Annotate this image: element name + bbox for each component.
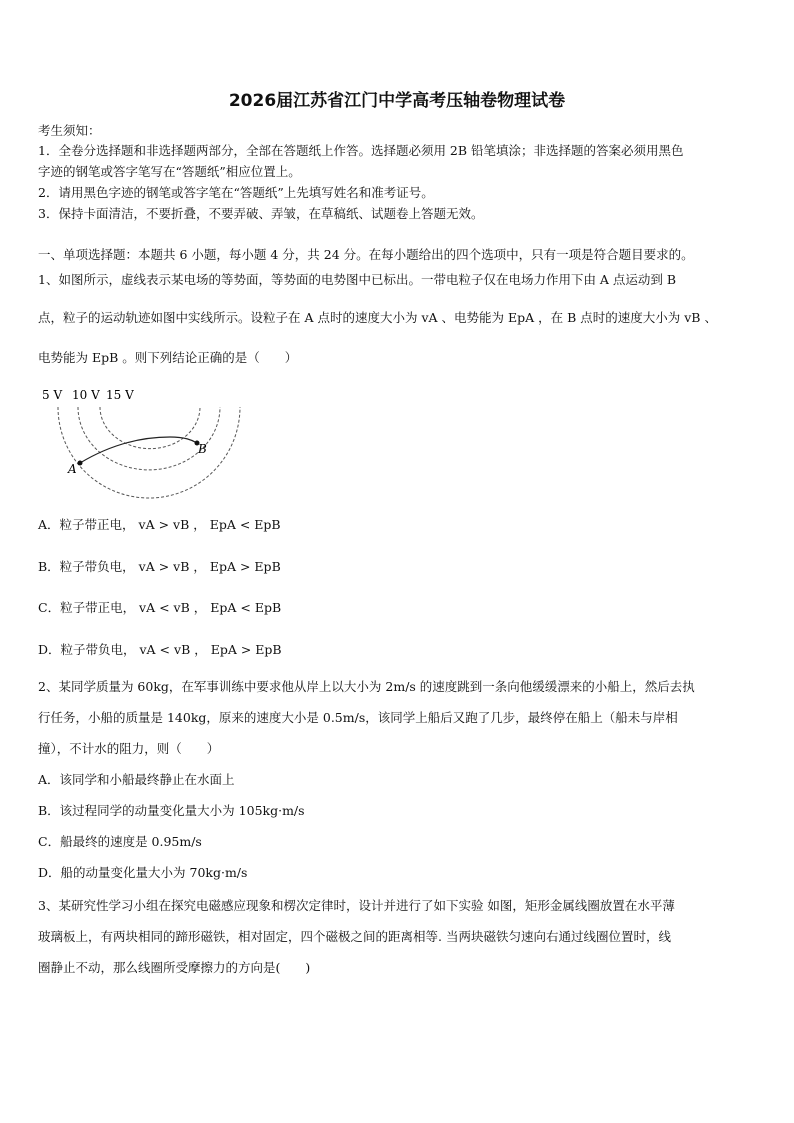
q1-option-d: D．粒子带负电， vA < vB ， EpA > EpB: [38, 642, 282, 657]
q2-option-d: D．船的动量变化量大小为 70kg·m/s: [38, 865, 248, 880]
point-b-label: B: [198, 442, 207, 456]
equipotential-figure: [40, 385, 250, 500]
equipotential-15v: [100, 407, 200, 449]
q1-option-a: A．粒子带正电， vA > vB ， EpA < EpB: [38, 517, 281, 532]
notice-item: 1．全卷分选择题和非选择题两部分，全部在答题纸上作答。选择题必须用 2B 铅笔填涂；非选择题的答案必须用黑色: [38, 143, 684, 158]
q3-text: 圈静止不动，那么线圈所受摩擦力的方向是( ): [38, 960, 311, 975]
q2-option-a: A．该同学和小船最终静止在水面上: [38, 772, 235, 787]
q1-text: 点，粒子的运动轨迹如图中实线所示。设粒子在 A 点时的速度大小为 vA 、电势能为 EpA ，在 B 点时的速度大小为 vB 、: [38, 310, 717, 325]
notice-item: 3．保持卡面清洁，不要折叠，不要弄破、弄皱，在草稿纸、试题卷上答题无效。: [38, 206, 484, 221]
q2-text: 2、某同学质量为 60kg，在军事训练中要求他从岸上以大小为 2m/s 的速度跳到一条向他缓缓漂来的小船上，然后去执: [38, 679, 695, 694]
potential-label-5v: 5 V: [42, 388, 63, 402]
notice-heading: 考生须知：: [38, 123, 101, 138]
potential-label-15v: 15 V: [106, 388, 134, 402]
q1-option-c: C．粒子带正电， vA < vB ， EpA < EpB: [38, 600, 282, 615]
q3-text: 3、某研究性学习小组在探究电磁感应现象和楞次定律时，设计并进行了如下实验 如图，矩形金属线圈放置在水平薄: [38, 898, 675, 913]
q2-option-b: B．该过程同学的动量变化量大小为 105kg·m/s: [38, 803, 305, 818]
q2-option-c: C．船最终的速度是 0.95m/s: [38, 834, 202, 849]
potential-label-10v: 10 V: [72, 388, 100, 402]
notice-item: 字迹的钢笔或答字笔写在“答题纸”相应位置上。: [38, 164, 301, 179]
q3-text: 玻璃板上，有两块相同的蹄形磁铁，相对固定，四个磁极之间的距离相等. 当两块磁铁匀速向右通过线圈位置时，线: [38, 929, 671, 944]
notice-item: 2．请用黑色字迹的钢笔或答字笔在“答题纸”上先填写姓名和准考证号。: [38, 185, 434, 200]
equipotential-5v: [58, 407, 240, 498]
section-heading: 一、单项选择题：本题共 6 小题，每小题 4 分，共 24 分。在每小题给出的四个选项中，只有一项是符合题目要求的。: [38, 247, 694, 262]
point-a: [78, 461, 83, 466]
q1-text: 电势能为 EpB 。则下列结论正确的是（ ）: [38, 350, 298, 365]
q2-text: 行任务，小船的质量是 140kg，原来的速度大小是 0.5m/s，该同学上船后又跑了几步，最终停在船上（船未与岸相: [38, 710, 678, 725]
point-a-label: A: [68, 462, 77, 476]
q1-option-b: B．粒子带负电， vA > vB ， EpA > EpB: [38, 559, 281, 574]
q2-text: 撞），不计水的阻力，则（ ）: [38, 741, 220, 756]
q1-text: 1、如图所示，虚线表示某电场的等势面，等势面的电势图中已标出。一带电粒子仅在电场力作用下由 A 点运动到 B: [38, 272, 677, 287]
page-title: 2026届江苏省江门中学高考压轴卷物理试卷: [228, 91, 566, 111]
